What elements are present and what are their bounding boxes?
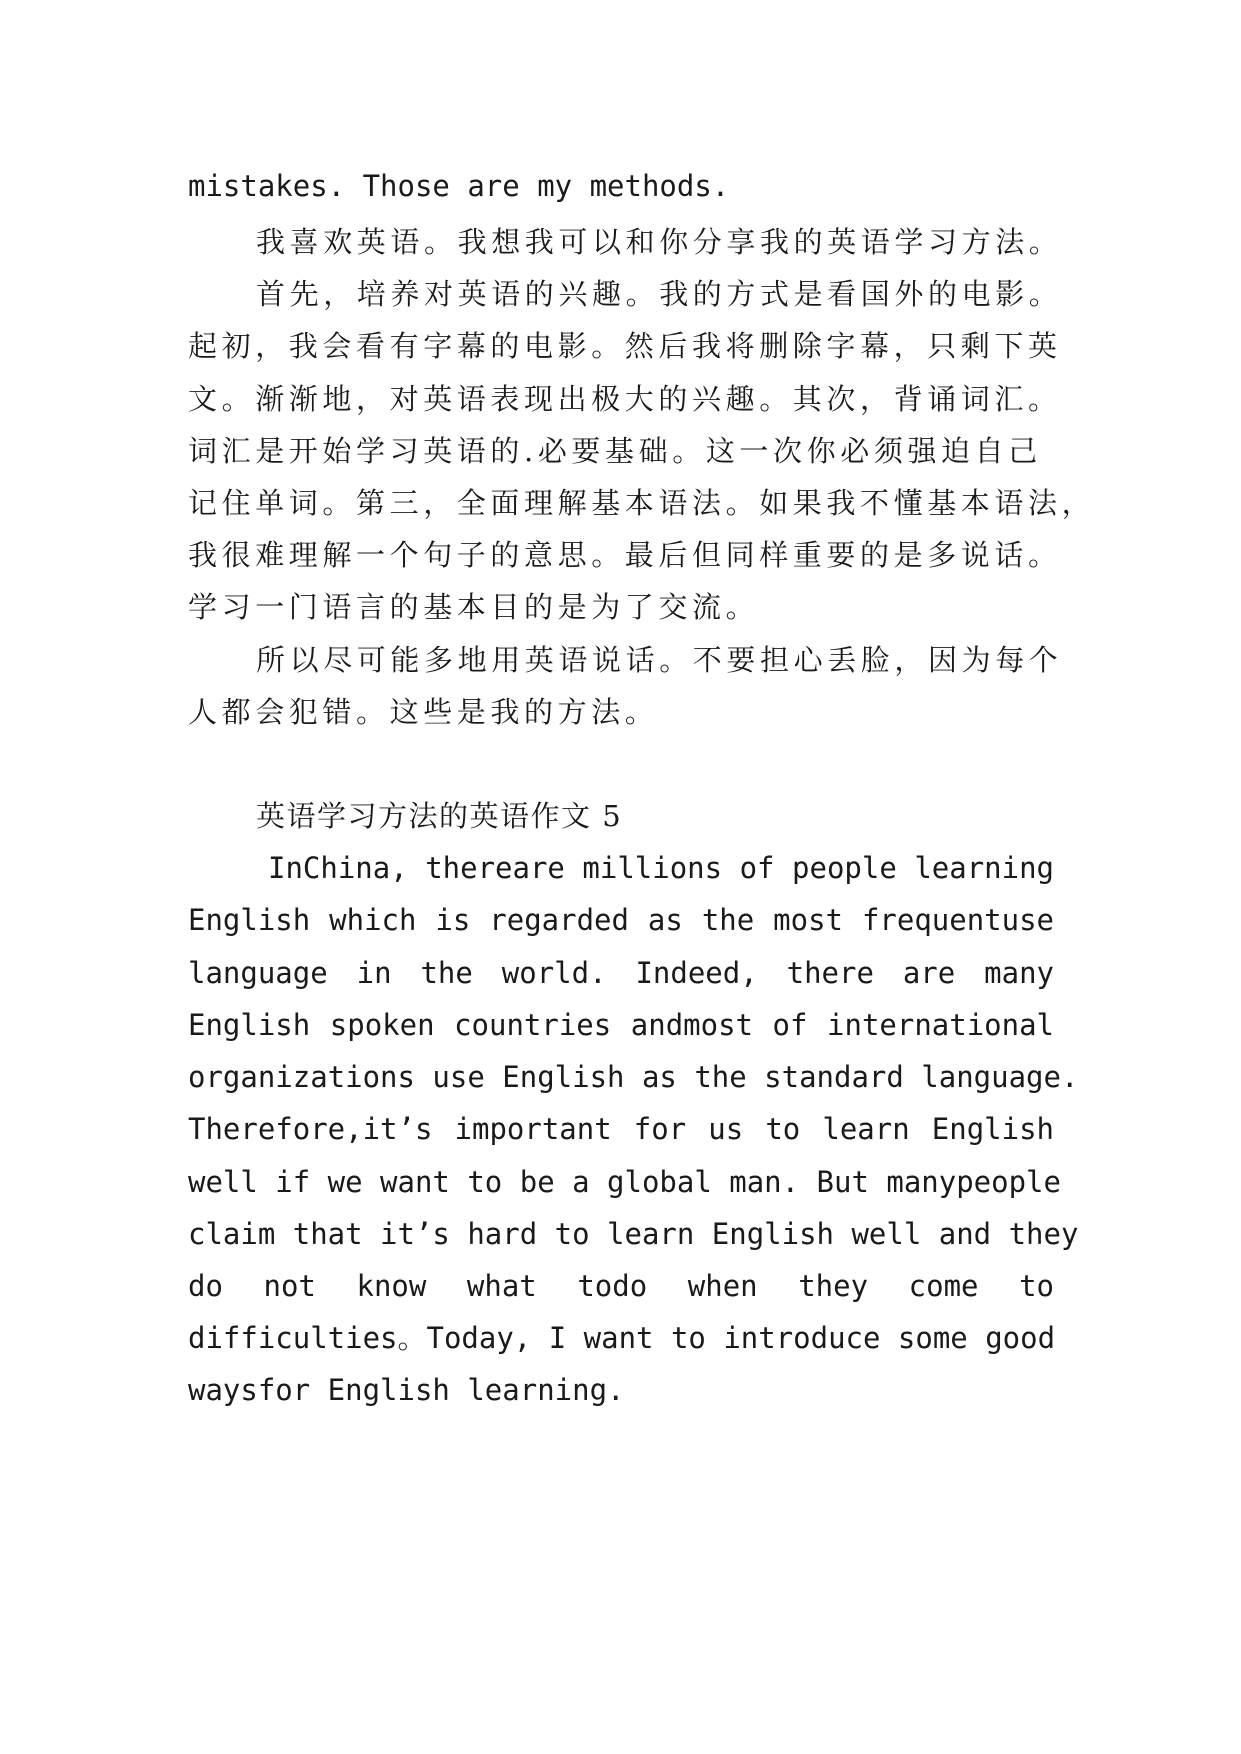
paragraph-first-line: InChina, thereare millions of people learning [268, 851, 1054, 885]
text-line: English which is regarded as the most frequentuse [188, 903, 1054, 937]
text-line: English spoken countries andmost of international [188, 1008, 1054, 1042]
text-line: 我很难理解一个句子的意思。最后但同样重要的是多说话。 [188, 538, 1062, 572]
text-line: 起初，我会看有字幕的电影。然后我将删除字幕，只剩下英 [188, 329, 1062, 363]
text-line: organizations use English as the standard language. [188, 1060, 1079, 1094]
text-line: language in the world. Indeed, there are many [188, 956, 1054, 990]
text-line: mistakes. Those are my methods. [188, 169, 730, 203]
text-line: 记住单词。第三，全面理解基本语法。如果我不懂基本语法， [188, 486, 1096, 520]
text-line: Therefore,it’s important for us to learn English [188, 1112, 1054, 1146]
text-line: 人都会犯错。这些是我的方法。 [188, 695, 659, 729]
paragraph-first-line: 所以尽可能多地用英语说话。不要担心丢脸，因为每个 [256, 643, 1063, 677]
section-title: 英语学习方法的英语作文 5 [256, 799, 623, 833]
text-line: 文。渐渐地，对英语表现出极大的兴趣。其次，背诵词汇。 [188, 382, 1062, 416]
paragraph-first-line: 首先，培养对英语的兴趣。我的方式是看国外的电影。 [256, 277, 1063, 311]
text-line: do not know what todo when they come to [188, 1269, 1054, 1303]
text-line: waysfor English learning. [188, 1373, 625, 1407]
text-line: 词汇是开始学习英语的.必要基础。这一次你必须强迫自己 [188, 434, 1042, 468]
paragraph-first-line: 我喜欢英语。我想我可以和你分享我的英语学习方法。 [256, 225, 1063, 259]
text-line: well if we want to be a global man. But manypeople [188, 1165, 1061, 1199]
text-line: 学习一门语言的基本目的是为了交流。 [188, 590, 760, 624]
text-line: claim that it’s hard to learn English well and they [188, 1217, 1079, 1251]
text-line: difficulties。Today, I want to introduce some good [188, 1321, 1056, 1355]
